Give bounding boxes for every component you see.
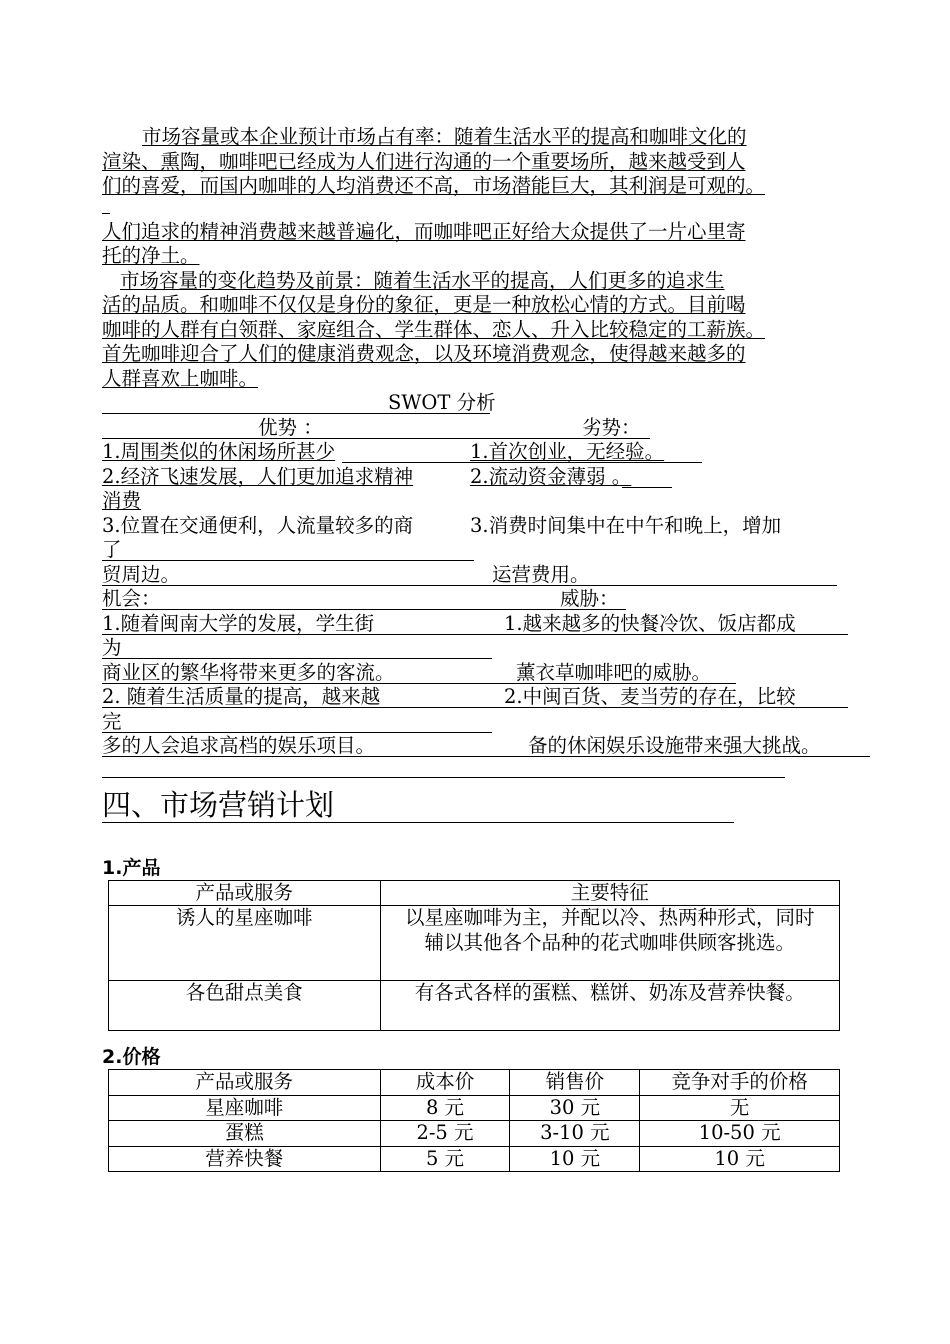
text-line: 托的净土。 (102, 244, 200, 267)
product-feature: 以星座咖啡为主，并配以冷、热两种形式，同时辅以其他各个品种的花式咖啡供顾客挑选。 (380, 906, 839, 981)
row-rule (622, 487, 672, 488)
competitor-price: 10-50 元 (640, 1121, 840, 1147)
swot-row (102, 661, 872, 686)
row-rule (102, 707, 848, 708)
product-name: 星座咖啡 (109, 1095, 381, 1121)
threat-item: 2.中闽百货、麦当劳的存在，比较 (504, 685, 796, 708)
text-line: 们的喜爱，而国内咖啡的人均消费还不高，市场潜能巨大，其利润是可观的。 (102, 174, 766, 197)
row-rule (102, 585, 837, 586)
table-row (109, 1121, 840, 1147)
strength-item: 了 (102, 538, 122, 561)
opportunity-item: 1.随着闽南大学的发展，学生街 (102, 611, 375, 635)
swot-title-row (102, 391, 872, 416)
opportunity-item: 完 (102, 709, 122, 733)
row-rule (102, 658, 492, 659)
threat-item: 备的休闲娱乐设施带来强大挑战。 (528, 734, 821, 757)
section-heading (102, 786, 872, 826)
underline-stub (102, 199, 110, 214)
column-header: 主要特征 (380, 880, 839, 906)
table-row (109, 1146, 840, 1172)
competitor-price: 10 元 (640, 1146, 840, 1172)
competitor-price: 无 (640, 1095, 840, 1121)
swot-section (102, 391, 872, 759)
strength-item: 消费 (102, 489, 142, 512)
table-header-row (109, 880, 840, 906)
sale-price: 30 元 (510, 1095, 640, 1121)
price-heading: 2.价格 (102, 1046, 161, 1068)
swot-row (102, 734, 872, 759)
table-header-row (109, 1070, 840, 1096)
strength-item: 2.经济飞速发展，人们更加追求精神 (102, 464, 414, 488)
swot-row (102, 538, 872, 563)
weakness-item: 1.首次创业，无经验。 (470, 440, 665, 463)
weakness-item: 2.流动资金薄弱 。 (470, 464, 632, 488)
strength-item: 3.位置在交通便利，人流量较多的商 (102, 513, 414, 537)
cost-price: 2-5 元 (380, 1121, 510, 1147)
text-line: 人群喜欢上咖啡。 (102, 366, 259, 390)
strength-item: 贸周边。 (102, 562, 181, 586)
product-name: 各色甜点美食 (109, 981, 381, 1031)
table-row (109, 981, 840, 1031)
text-line: 首先咖啡迎合了人们的健康消费观念，以及环境消费观念，使得越来越多的 (102, 342, 746, 365)
opportunities-label: 机会： (102, 587, 161, 610)
product-feature: 有各式各样的蛋糕、糕饼、奶冻及营养快餐。 (380, 981, 839, 1031)
row-rule (102, 634, 848, 635)
document-page (102, 125, 872, 1172)
strength-item: 1.周围类似的休闲场所甚少 (102, 440, 336, 463)
strengths-label: 优势 ： (258, 415, 323, 439)
product-name: 诱人的星座咖啡 (109, 906, 381, 981)
title-rule (102, 822, 734, 823)
table-row (109, 906, 840, 981)
sale-price: 3-10 元 (510, 1121, 640, 1147)
row-rule (102, 438, 650, 439)
opportunity-item: 为 (102, 636, 122, 659)
column-header: 成本价 (380, 1070, 510, 1096)
text-line: 市场容量或本企业预计市场占有率：随着生活水平的提高和咖啡文化的 (142, 125, 747, 148)
swot-row (102, 465, 872, 490)
cost-price: 8 元 (380, 1095, 510, 1121)
threats-label: 威胁： (560, 587, 619, 610)
row-rule (102, 683, 736, 684)
swot-row (102, 636, 872, 661)
product-name: 蛋糕 (109, 1121, 381, 1147)
weaknesses-label: 劣势： (582, 415, 641, 439)
column-header: 产品或服务 (109, 880, 381, 906)
column-header: 销售价 (510, 1070, 640, 1096)
product-heading: 1.产品 (102, 856, 161, 879)
weakness-item: 3.消费时间集中在中午和晚上，增加 (470, 513, 782, 537)
text-line: 活的品质。和咖啡不仅仅是身份的象征，更是一种放松心情的方式。目前喝 (102, 293, 746, 316)
sale-price: 10 元 (510, 1146, 640, 1172)
swot-row (102, 489, 872, 514)
row-rule (102, 609, 626, 610)
text-line: 人们追求的精神消费越来越普遍化，而咖啡吧正好给大众提供了一片心里寄 (102, 219, 746, 243)
threat-item: 薰衣草咖啡吧的威胁。 (516, 660, 712, 684)
text-line: 市场容量的变化趋势及前景：随着生活水平的提高，人们更多的追求生 (120, 268, 725, 292)
table-row (109, 1095, 840, 1121)
swot-row (102, 440, 872, 465)
swot-title: SWOT 分析 (388, 391, 496, 414)
opportunity-item: 商业区的繁华将带来更多的客流。 (102, 660, 395, 684)
cost-price: 5 元 (380, 1146, 510, 1172)
market-share-paragraph (102, 125, 872, 214)
row-rule (102, 732, 492, 733)
text-line: 咖啡的人群有白领群、家庭组合、学生群体、恋人、升入比较稳定的工薪族。 (102, 317, 766, 341)
section-title: 四、市场营销计划 (102, 787, 335, 822)
threat-item: 1.越来越多的快餐冷饮、饭店都成 (504, 611, 796, 635)
column-header: 竞争对手的价格 (640, 1070, 840, 1096)
swot-row (102, 563, 872, 588)
trend-paragraph (102, 269, 872, 392)
weakness-item: 运营费用。 (492, 562, 590, 586)
swot-row (102, 685, 872, 710)
opportunity-item: 2. 随着生活质量的提高，越来越 (102, 685, 381, 708)
swot-row (102, 612, 872, 637)
text-line: 渲染、熏陶，咖啡吧已经成为人们进行沟通的一个重要场所，越来越受到人 (102, 149, 746, 173)
column-header: 产品或服务 (109, 1070, 381, 1096)
swot-header-sw (102, 416, 872, 441)
swot-row (102, 514, 872, 539)
section-separator (102, 767, 785, 778)
row-rule (102, 756, 870, 757)
product-table (108, 880, 840, 1032)
price-table (108, 1069, 840, 1172)
row-rule (102, 560, 474, 561)
swot-header-ot (102, 587, 872, 612)
swot-row (102, 710, 872, 735)
product-name: 营养快餐 (109, 1146, 381, 1172)
opportunity-item: 多的人会追求高档的娱乐项目。 (102, 734, 376, 757)
spirit-paragraph (102, 220, 872, 269)
